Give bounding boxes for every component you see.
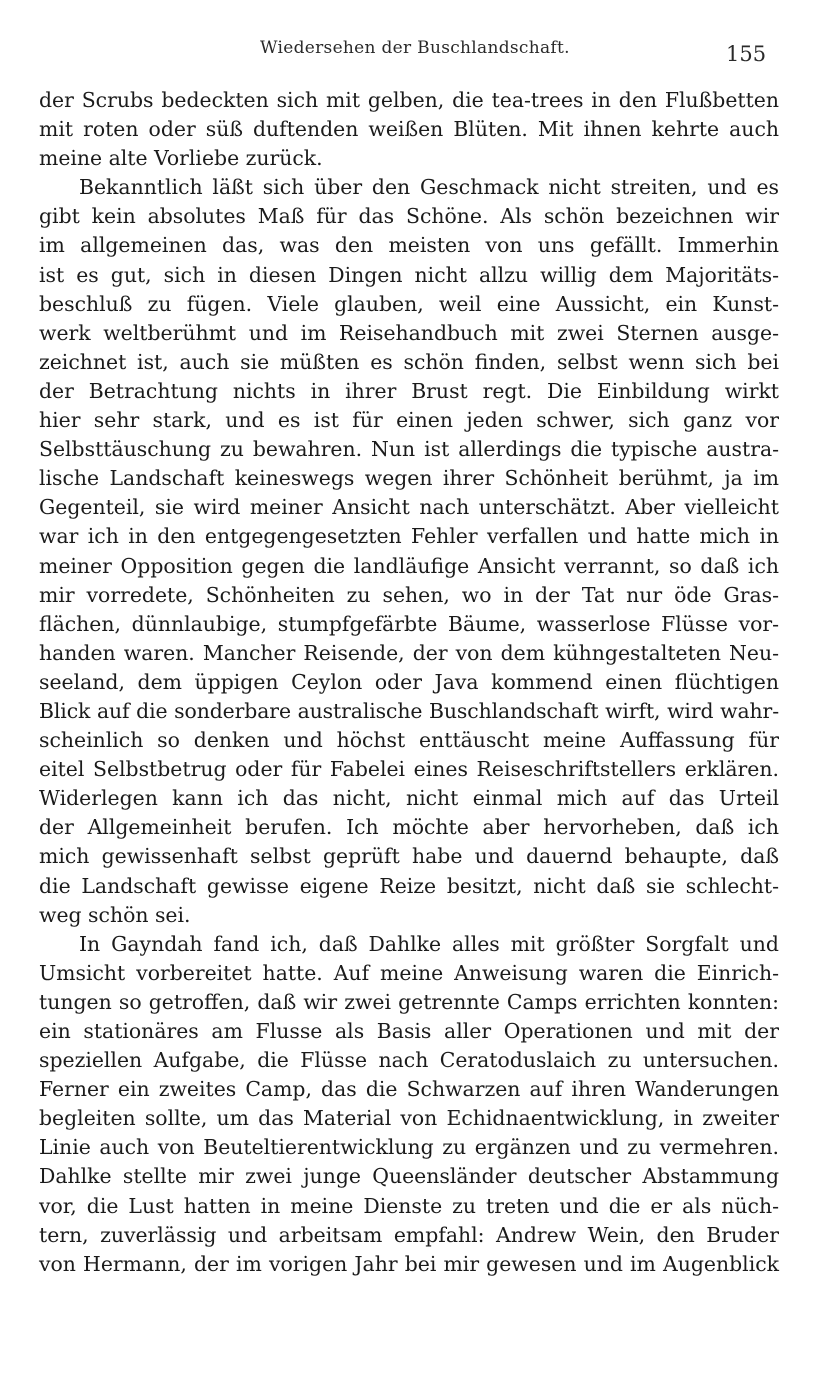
text-line: Linie auch von Beuteltierentwicklung zu ergänzen und zu vermehren. — [39, 1135, 779, 1160]
text-line: von Hermann, der im vorigen Jahr bei mir gewesen und im Augenblick — [39, 1251, 779, 1276]
text-line: der Betrachtung nichts in ihrer Brust regt. Die Einbildung wirkt — [39, 378, 779, 403]
text-line: weg schön sei. — [39, 902, 191, 927]
text-line: mit roten oder süß duftenden weißen Blüten. Mit ihnen kehrte auch — [39, 117, 779, 142]
paragraph — [39, 86, 779, 173]
text-line: die Landschaft gewisse eigene Reize besitzt, nicht daß sie schlecht- — [39, 873, 779, 898]
text-line: war ich in den entgegengesetzten Fehler verfallen und hatte mich in — [39, 524, 779, 549]
text-line: Gegenteil, sie wird meiner Ansicht nach unterschätzt. Aber vielleicht — [39, 495, 779, 520]
text-line: hier sehr stark, und es ist für einen jeden schwer, sich ganz vor — [39, 408, 779, 433]
text-line: ist es gut, sich in diesen Dingen nicht allzu willig dem Majoritäts- — [39, 262, 779, 287]
text-line: Ferner ein zweites Camp, das die Schwarzen auf ihren Wanderungen — [39, 1077, 779, 1102]
text-line: zeichnet ist, auch sie müßten es schön finden, selbst wenn sich bei — [39, 349, 779, 374]
body-text — [39, 86, 779, 1279]
text-line: im allgemeinen das, was den meisten von uns gefällt. Immerhin — [39, 233, 779, 258]
text-line: Blick auf die sonderbare australische Buschlandschaft wirft, wird wahr- — [39, 698, 779, 723]
text-line: der Scrubs bedeckten sich mit gelben, die tea-trees in den Flußbetten — [39, 88, 779, 112]
text-line: Bekanntlich läßt sich über den Geschmack nicht streiten, und es — [79, 175, 779, 200]
running-title: Wiedersehen der Buschlandschaft. — [260, 38, 570, 58]
text-line: mich gewissenhaft selbst geprüft habe und dauernd behaupte, daß — [39, 844, 779, 869]
text-line: Umsicht vorbereitet hatte. Auf meine Anweisung waren die Einrich- — [39, 960, 779, 985]
text-line: vor, die Lust hatten in meine Dienste zu treten und die er als nüch- — [39, 1193, 779, 1218]
text-line: werk weltberühmt und im Reisehandbuch mit zwei Sternen ausge- — [39, 320, 779, 345]
text-line: lische Landschaft keineswegs wegen ihrer Schönheit berühmt, ja im — [39, 466, 779, 491]
text-line: Widerlegen kann ich das nicht, nicht einmal mich auf das Urteil — [39, 786, 779, 811]
text-line: tungen so getroffen, daß wir zwei getrennte Camps errichten konnten: — [39, 989, 779, 1014]
text-line: scheinlich so denken und höchst enttäuscht meine Auffassung für — [39, 728, 779, 753]
text-line: meiner Opposition gegen die landläufige Ansicht verrannt, so daß ich — [39, 553, 779, 578]
paragraph — [39, 930, 779, 1279]
text-line: seeland, dem üppigen Ceylon oder Java kommend einen flüchtigen — [39, 669, 779, 694]
page-number: 155 — [726, 42, 767, 66]
text-line: Selbsttäuschung zu bewahren. Nun ist allerdings die typische austra- — [39, 437, 779, 462]
text-line: eitel Selbstbetrug oder für Fabelei eines Reiseschriftstellers erklären. — [39, 757, 779, 782]
text-line: speziellen Aufgabe, die Flüsse nach Ceratoduslaich zu untersuchen. — [39, 1048, 779, 1073]
text-line: flächen, dünnlaubige, stumpfgefärbte Bäume, wasserlose Flüsse vor- — [39, 611, 779, 636]
text-line: der Allgemeinheit berufen. Ich möchte aber hervorheben, daß ich — [39, 815, 779, 840]
text-line: beschluß zu fügen. Viele glauben, weil eine Aussicht, ein Kunst- — [39, 291, 779, 316]
paragraph — [39, 173, 779, 929]
text-line: mir vorredete, Schönheiten zu sehen, wo in der Tat nur öde Gras- — [39, 582, 779, 607]
text-line: tern, zuverlässig und arbeitsam empfahl: Andrew Wein, den Bruder — [39, 1222, 779, 1247]
text-line: ein stationäres am Flusse als Basis aller Operationen und mit der — [39, 1019, 779, 1043]
text-line: begleiten sollte, um das Material von Echidnaentwicklung, in zweiter — [39, 1106, 779, 1131]
text-line: gibt kein absolutes Maß für das Schöne. Als schön bezeichnen wir — [39, 204, 779, 229]
text-line: meine alte Vorliebe zurück. — [39, 146, 323, 171]
text-line: Dahlke stellte mir zwei junge Queensländer deutscher Abstammung — [39, 1164, 779, 1189]
text-line: handen waren. Mancher Reisende, der von dem kühngestalteten Neu- — [39, 640, 779, 665]
text-line: In Gayndah fand ich, daß Dahlke alles mit größter Sorgfalt und — [79, 931, 779, 956]
